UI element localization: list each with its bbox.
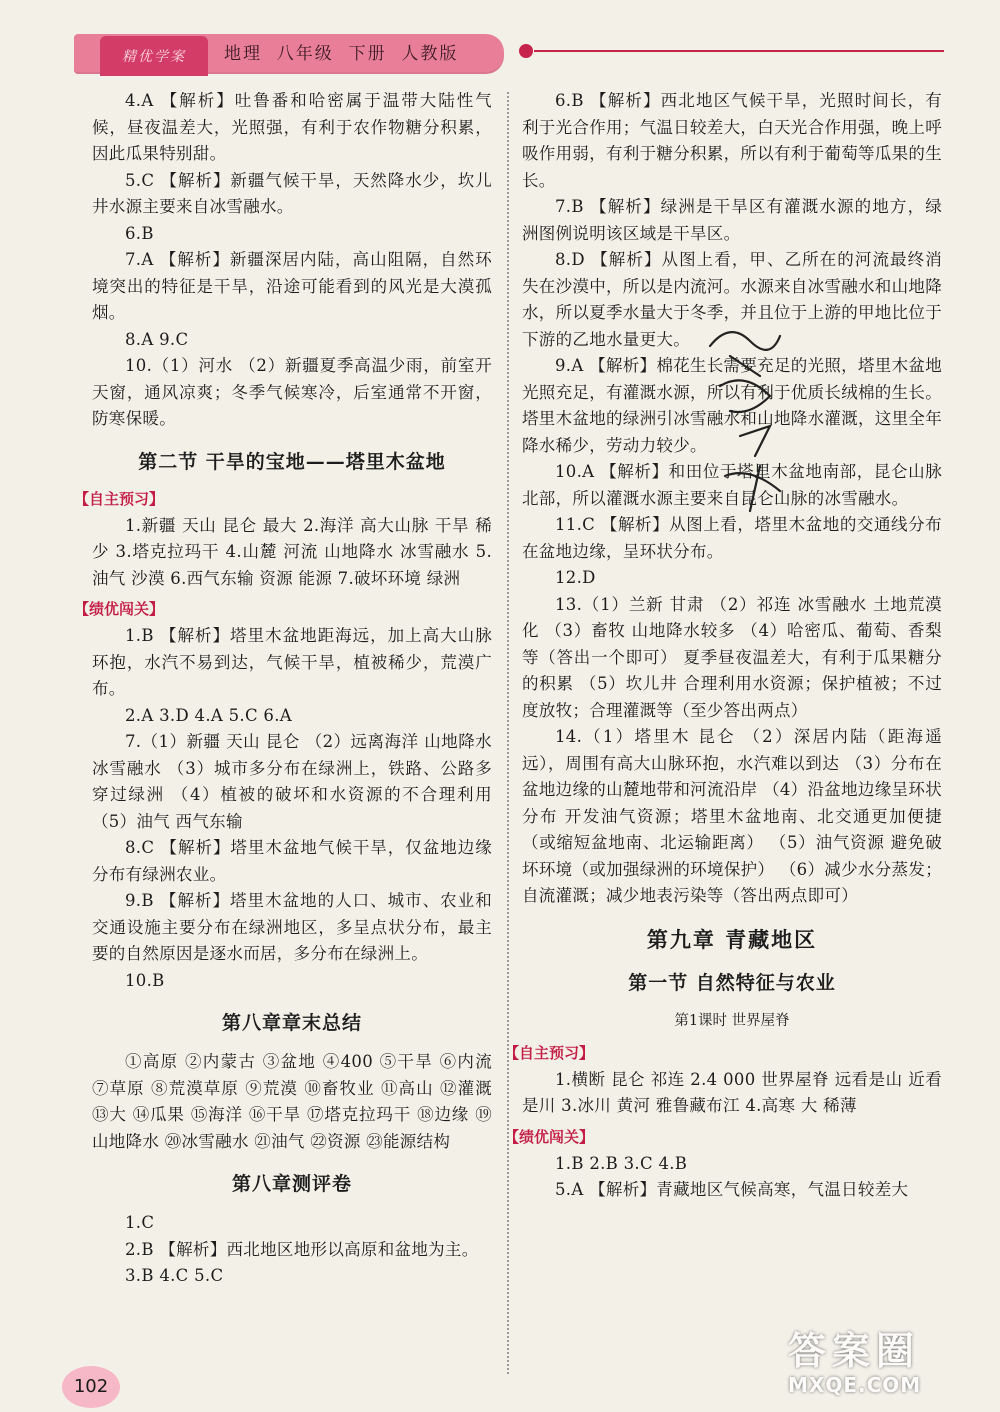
answer-item: 5.A 【解析】青藏地区气候高寒，气温日较差大: [555, 1180, 909, 1199]
answer-item: 13.（1）兰新 甘肃 （2）祁连 冰雪融水 土地荒漠化 （3）畜牧 山地降水较多 （4）哈密瓜、葡萄、香梨等（答出一个即可） 夏季昼夜温差大，有利于瓜果糖分的积累 （5）坎儿井 合理利用水资源；保护植被；不过度放牧；合理灌溉等（至少答出两点）: [522, 594, 942, 720]
answer-item: 10.（1）河水 （2）新疆夏季高温少雨，前室开天窗，通风凉爽；冬季气候寒冷，后室通常不开窗，防寒保暖。: [92, 356, 492, 428]
right-column: [504, 88, 942, 1204]
answer-item: 3.B 4.C 5.C: [125, 1266, 224, 1285]
chapter-title: 第九章 青藏地区: [646, 926, 818, 952]
answer-item: 8.C 【解析】塔里木盆地气候干旱，仅盆地边缘分布有绿洲农业。: [92, 838, 492, 884]
site-watermark: [788, 1320, 988, 1408]
book-title: 地理 八年级 下册 人教版: [224, 44, 459, 64]
answer-item: 1.B 2.B 3.C 4.B: [555, 1153, 688, 1173]
header-banner: [74, 34, 504, 74]
answer-item: 5.C 【解析】新疆气候干旱，天然降水少，坎儿井水源主要来自冰雪融水。: [92, 170, 492, 216]
practice-tag: 【绩优闯关】: [74, 600, 165, 618]
answer-item: 7.B 【解析】绿洲是干旱区有灌溉水源的地方，绿洲图例说明该区域是干旱区。: [522, 197, 942, 243]
answer-item: 14.（1）塔里木 昆仑 （2）深居内陆（距海遥远），周围有高大山脉环抱，水汽难以到达 （3）分布在盆地边缘的山麓地带和河流沿岸 （4）沿盆地边缘呈环状分布 开发油气资源；塔里木盆地南、北交通更加便捷（或缩短盆地南、北运输距离） （5）油气资源 避免破坏环境（或加强绿洲的环境保护） （6）减少水分蒸发；自流灌溉；减少地表污染等（答出两点即可）: [522, 727, 942, 905]
preview-tag: 【自主预习】: [504, 1043, 595, 1062]
summary-answers: ①高原 ②内蒙古 ③盆地 ④400 ⑤干旱 ⑥内流 ⑦草原 ⑧荒漠草原 ⑨荒漠 ⑩畜牧业 ⑪高山 ⑫灌溉 ⑬大 ⑭瓜果 ⑮海洋 ⑯干旱 ⑰塔克拉玛干 ⑱边缘 ⑲山地降水 ⑳冰雪融水 ㉑油气 ㉒资源 ㉓能源结构: [92, 1052, 492, 1151]
watermark-line2: MXQE.COM: [788, 1373, 922, 1397]
chapter-test-title: 第八章测评卷: [231, 1173, 352, 1195]
answer-item: 4.A 【解析】吐鲁番和哈密属于温带大陆性气候，昼夜温差大，光照强，有利于农作物糖分积累，因此瓜果特别甜。: [92, 91, 492, 163]
answer-item: 9.A 【解析】棉花生长需要充足的光照，塔里木盆地光照充足，有灌溉水源，所以有利于优质长绒棉的生长。塔里木盆地的绿洲引冰雪融水和山地降水灌溉，这里全年降水稀少，劳动力较少。: [522, 356, 942, 455]
watermark-line1: 答案圈: [788, 1329, 921, 1373]
answer-item: 1.新疆 天山 昆仑 最大 2.海洋 高大山脉 干旱 稀少 3.塔克拉玛干 4.山麓 河流 山地降水 冰雪融水 5.油气 沙漠 6.西气东输 资源 能源 7.破坏环境 绿洲: [92, 515, 492, 588]
section-title: 第二节 干旱的宝地——塔里木盆地: [138, 450, 446, 473]
practice-tag: 【绩优闯关】: [504, 1127, 595, 1146]
answer-item: 6.B 【解析】西北地区气候干旱，光照时间长，有利于光合作用；气温日较差大，白天光合作用强，晚上呼吸作用弱，有利于糖分积累，所以有利于葡萄等瓜果的生长。: [522, 91, 942, 190]
answer-item: 10.A 【解析】和田位于塔里木盆地南部，昆仑山脉北部，所以灌溉水源主要来自昆仑山脉的冰雪融水。: [522, 462, 942, 508]
lesson-title: 第1课时 世界屋脊: [674, 1012, 790, 1029]
answer-item: 6.B: [125, 223, 154, 243]
page-number-badge: 102: [62, 1366, 120, 1408]
answer-item: 1.C: [125, 1213, 155, 1232]
series-brand: 精优学案: [100, 36, 208, 76]
answer-item: 10.B: [125, 970, 165, 990]
section-title: 第一节 自然特征与农业: [628, 971, 836, 994]
answer-item: 7.（1）新疆 天山 昆仑 （2）远离海洋 山地降水 冰雪融水 （3）城市多分布在绿洲上，铁路、公路多穿过绿洲 （4）植被的破坏和水资源的不合理利用 （5）油气 西气东输: [92, 732, 492, 831]
answer-item: 8.A 9.C: [125, 329, 189, 349]
left-column: [74, 88, 492, 1290]
answer-item: 2.B 【解析】西北地区地形以高原和盆地为主。: [125, 1239, 479, 1259]
answer-item: 1.横断 昆仑 祁连 2.4 000 世界屋脊 远看是山 近看是川 3.冰川 黄河 雅鲁藏布江 4.高寒 大 稀薄: [522, 1069, 942, 1115]
answer-item: 7.A 【解析】新疆深居内陆，高山阻隔，自然环境突出的特征是干旱，沿途可能看到的风光是大漠孤烟。: [92, 250, 492, 322]
column-divider: [507, 92, 509, 1374]
preview-tag: 【自主预习】: [74, 489, 165, 508]
chapter-summary-title: 第八章章末总结: [221, 1012, 362, 1034]
handwritten-scribble: [700, 316, 810, 516]
answer-item: 12.D: [555, 568, 596, 587]
answer-item: 8.D 【解析】从图上看，甲、乙所在的河流最终消失在沙漠中，所以是内流河。水源来自冰雪融水和山地降水，所以夏季水量大于冬季，并且位于上游的甲地比位于下游的乙地水量更大。: [522, 250, 942, 349]
answer-item: 2.A 3.D 4.A 5.C 6.A: [125, 705, 292, 725]
answer-item: 1.B 【解析】塔里木盆地距海远，加上高大山脉环抱，水汽不易到达，气候干旱，植被稀少，荒漠广布。: [92, 626, 492, 698]
header-rule: [534, 50, 944, 52]
answer-item: 11.C 【解析】从图上看，塔里木盆地的交通线分布在盆地边缘，呈环状分布。: [522, 515, 942, 561]
answer-item: 9.B 【解析】塔里木盆地的人口、城市、农业和交通设施主要分布在绿洲地区，多呈点状分布，最主要的自然原因是逐水而居，多分布在绿洲上。: [92, 891, 492, 963]
header-dot: [519, 44, 533, 58]
